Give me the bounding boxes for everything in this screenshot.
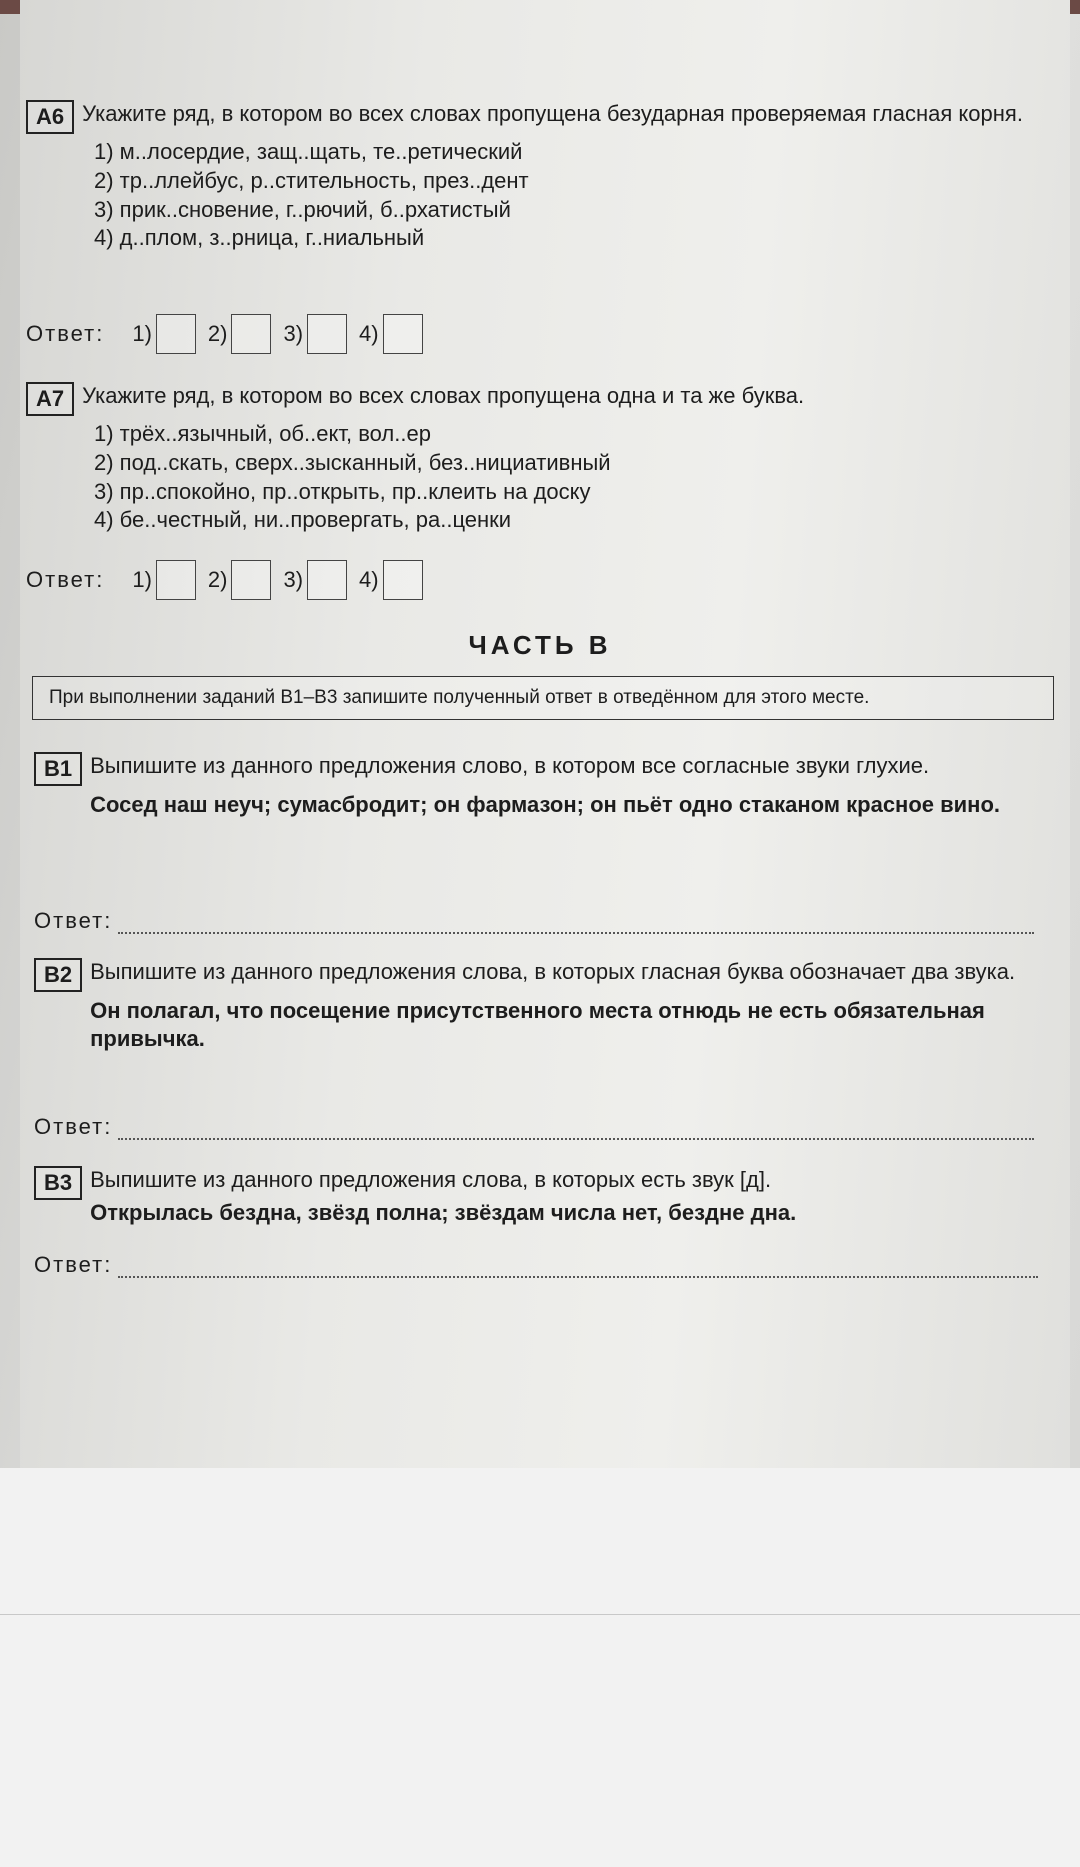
task-a7-choice-3[interactable] [283, 560, 347, 600]
task-a6-option-2: 2) тр..ллейбус, р..стительность, през..дент [94, 167, 529, 193]
task-b2-tag: В2 [34, 958, 82, 992]
task-b2 [34, 958, 1034, 1054]
task-b3-sentence: Открылась бездна, звёзд полна; звёздам числа нет, бездне дна. [90, 1199, 797, 1225]
task-a6-choice-4[interactable] [359, 314, 423, 354]
task-a6-option-4: 4) д..плом, з..рница, г..ниальный [94, 225, 425, 251]
task-b3-question: Выпишите из данного предложения слова, в которых есть звук [д]. [90, 1167, 772, 1192]
task-a7-answer-label: Ответ: [26, 567, 105, 592]
task-a7-choice-2[interactable] [208, 560, 272, 600]
answer-checkbox[interactable] [383, 314, 423, 354]
task-a7-choice-4[interactable] [359, 560, 423, 600]
task-a6-choice-3[interactable] [283, 314, 347, 354]
choice-label: 4) [359, 567, 379, 592]
task-b3-answer-line[interactable] [118, 1262, 1038, 1278]
task-a6-option-1: 1) м..лосердие, защ..щать, те..ретический [94, 139, 523, 165]
task-b2-answer-label: Ответ: [34, 1114, 113, 1139]
choice-label: 2) [207, 321, 228, 346]
task-b2-question: Выпишите из данного предложения слова, в которых гласная буква обозначает два звука. [90, 959, 1016, 984]
task-b1-answer [34, 908, 1034, 934]
task-b1-question: Выпишите из данного предложения слово, в котором все согласные звуки глухие. [90, 753, 930, 778]
task-b1 [34, 752, 1034, 819]
bottom-divider [0, 1614, 1080, 1615]
answer-checkbox[interactable] [231, 314, 271, 354]
task-b2-answer-line[interactable] [118, 1124, 1034, 1140]
answer-checkbox[interactable] [156, 314, 196, 354]
task-b1-answer-line[interactable] [118, 918, 1034, 934]
answer-checkbox[interactable] [156, 560, 196, 600]
task-a6-choice-1[interactable] [132, 314, 196, 354]
task-a6-answer-label: Ответ: [26, 321, 105, 346]
task-b3-answer [34, 1252, 1038, 1278]
task-a7-option-2: 2) под..скать, сверх..зысканный, без..нициативный [94, 449, 611, 475]
task-a7-option-1: 1) трёх..язычный, об..ект, вол..ер [94, 421, 431, 447]
answer-checkbox[interactable] [307, 560, 347, 600]
task-a7-answer-row [26, 560, 435, 600]
answer-checkbox[interactable] [231, 560, 271, 600]
task-b1-sentence: Сосед наш неуч; сумасбродит; он фармазон; он пьёт одно стаканом красное вино. [90, 791, 1001, 817]
choice-label: 4) [359, 321, 379, 346]
task-b3-body [90, 1166, 1034, 1227]
task-a7-choice-1[interactable] [132, 560, 196, 600]
task-a6-tag: А6 [26, 100, 74, 134]
task-a7-question: Укажите ряд, в котором во всех словах пропущена одна и та же буква. [82, 383, 805, 408]
task-a7-option-4: 4) бе..честный, ни..провергать, ра..ценки [94, 507, 512, 533]
answer-checkbox[interactable] [383, 560, 423, 600]
task-a6-answer-row [26, 314, 435, 354]
part-b-instruction: При выполнении заданий В1–В3 запишите полученный ответ в отведённом для этого месте. [32, 676, 1054, 720]
task-a6-choice-2[interactable] [208, 314, 272, 354]
task-a6 [26, 100, 1026, 253]
choice-label: 3) [283, 321, 304, 346]
task-a7-options [94, 420, 1026, 534]
choice-label: 1) [132, 567, 152, 592]
choice-label: 3) [283, 567, 304, 592]
task-b1-body [90, 752, 1034, 819]
task-a6-options [94, 138, 1026, 252]
task-b2-answer [34, 1114, 1034, 1140]
task-b3-tag: В3 [34, 1166, 82, 1200]
task-b3 [34, 1166, 1034, 1227]
task-b3-answer-label: Ответ: [34, 1252, 113, 1277]
part-b-title: ЧАСТЬ В [468, 630, 612, 660]
choice-label: 2) [207, 567, 228, 592]
answer-checkbox[interactable] [307, 314, 347, 354]
task-a6-option-3: 3) прик..сновение, г..рючий, б..рхатистый [94, 196, 511, 222]
task-b1-tag: В1 [34, 752, 82, 786]
task-a7-tag: А7 [26, 382, 74, 416]
task-a7 [26, 382, 1026, 535]
task-b1-answer-label: Ответ: [34, 908, 113, 933]
choice-label: 1) [132, 321, 152, 346]
task-a6-question: Укажите ряд, в котором во всех словах пропущена безударная проверяемая гласная корня. [82, 101, 1023, 126]
task-a7-option-3: 3) пр..спокойно, пр..открыть, пр..клеить на доску [94, 478, 591, 504]
task-b2-sentence: Он полагал, что посещение присутственного места отнюдь не есть обязательная привычка. [90, 997, 985, 1052]
task-b2-body [90, 958, 1034, 1054]
